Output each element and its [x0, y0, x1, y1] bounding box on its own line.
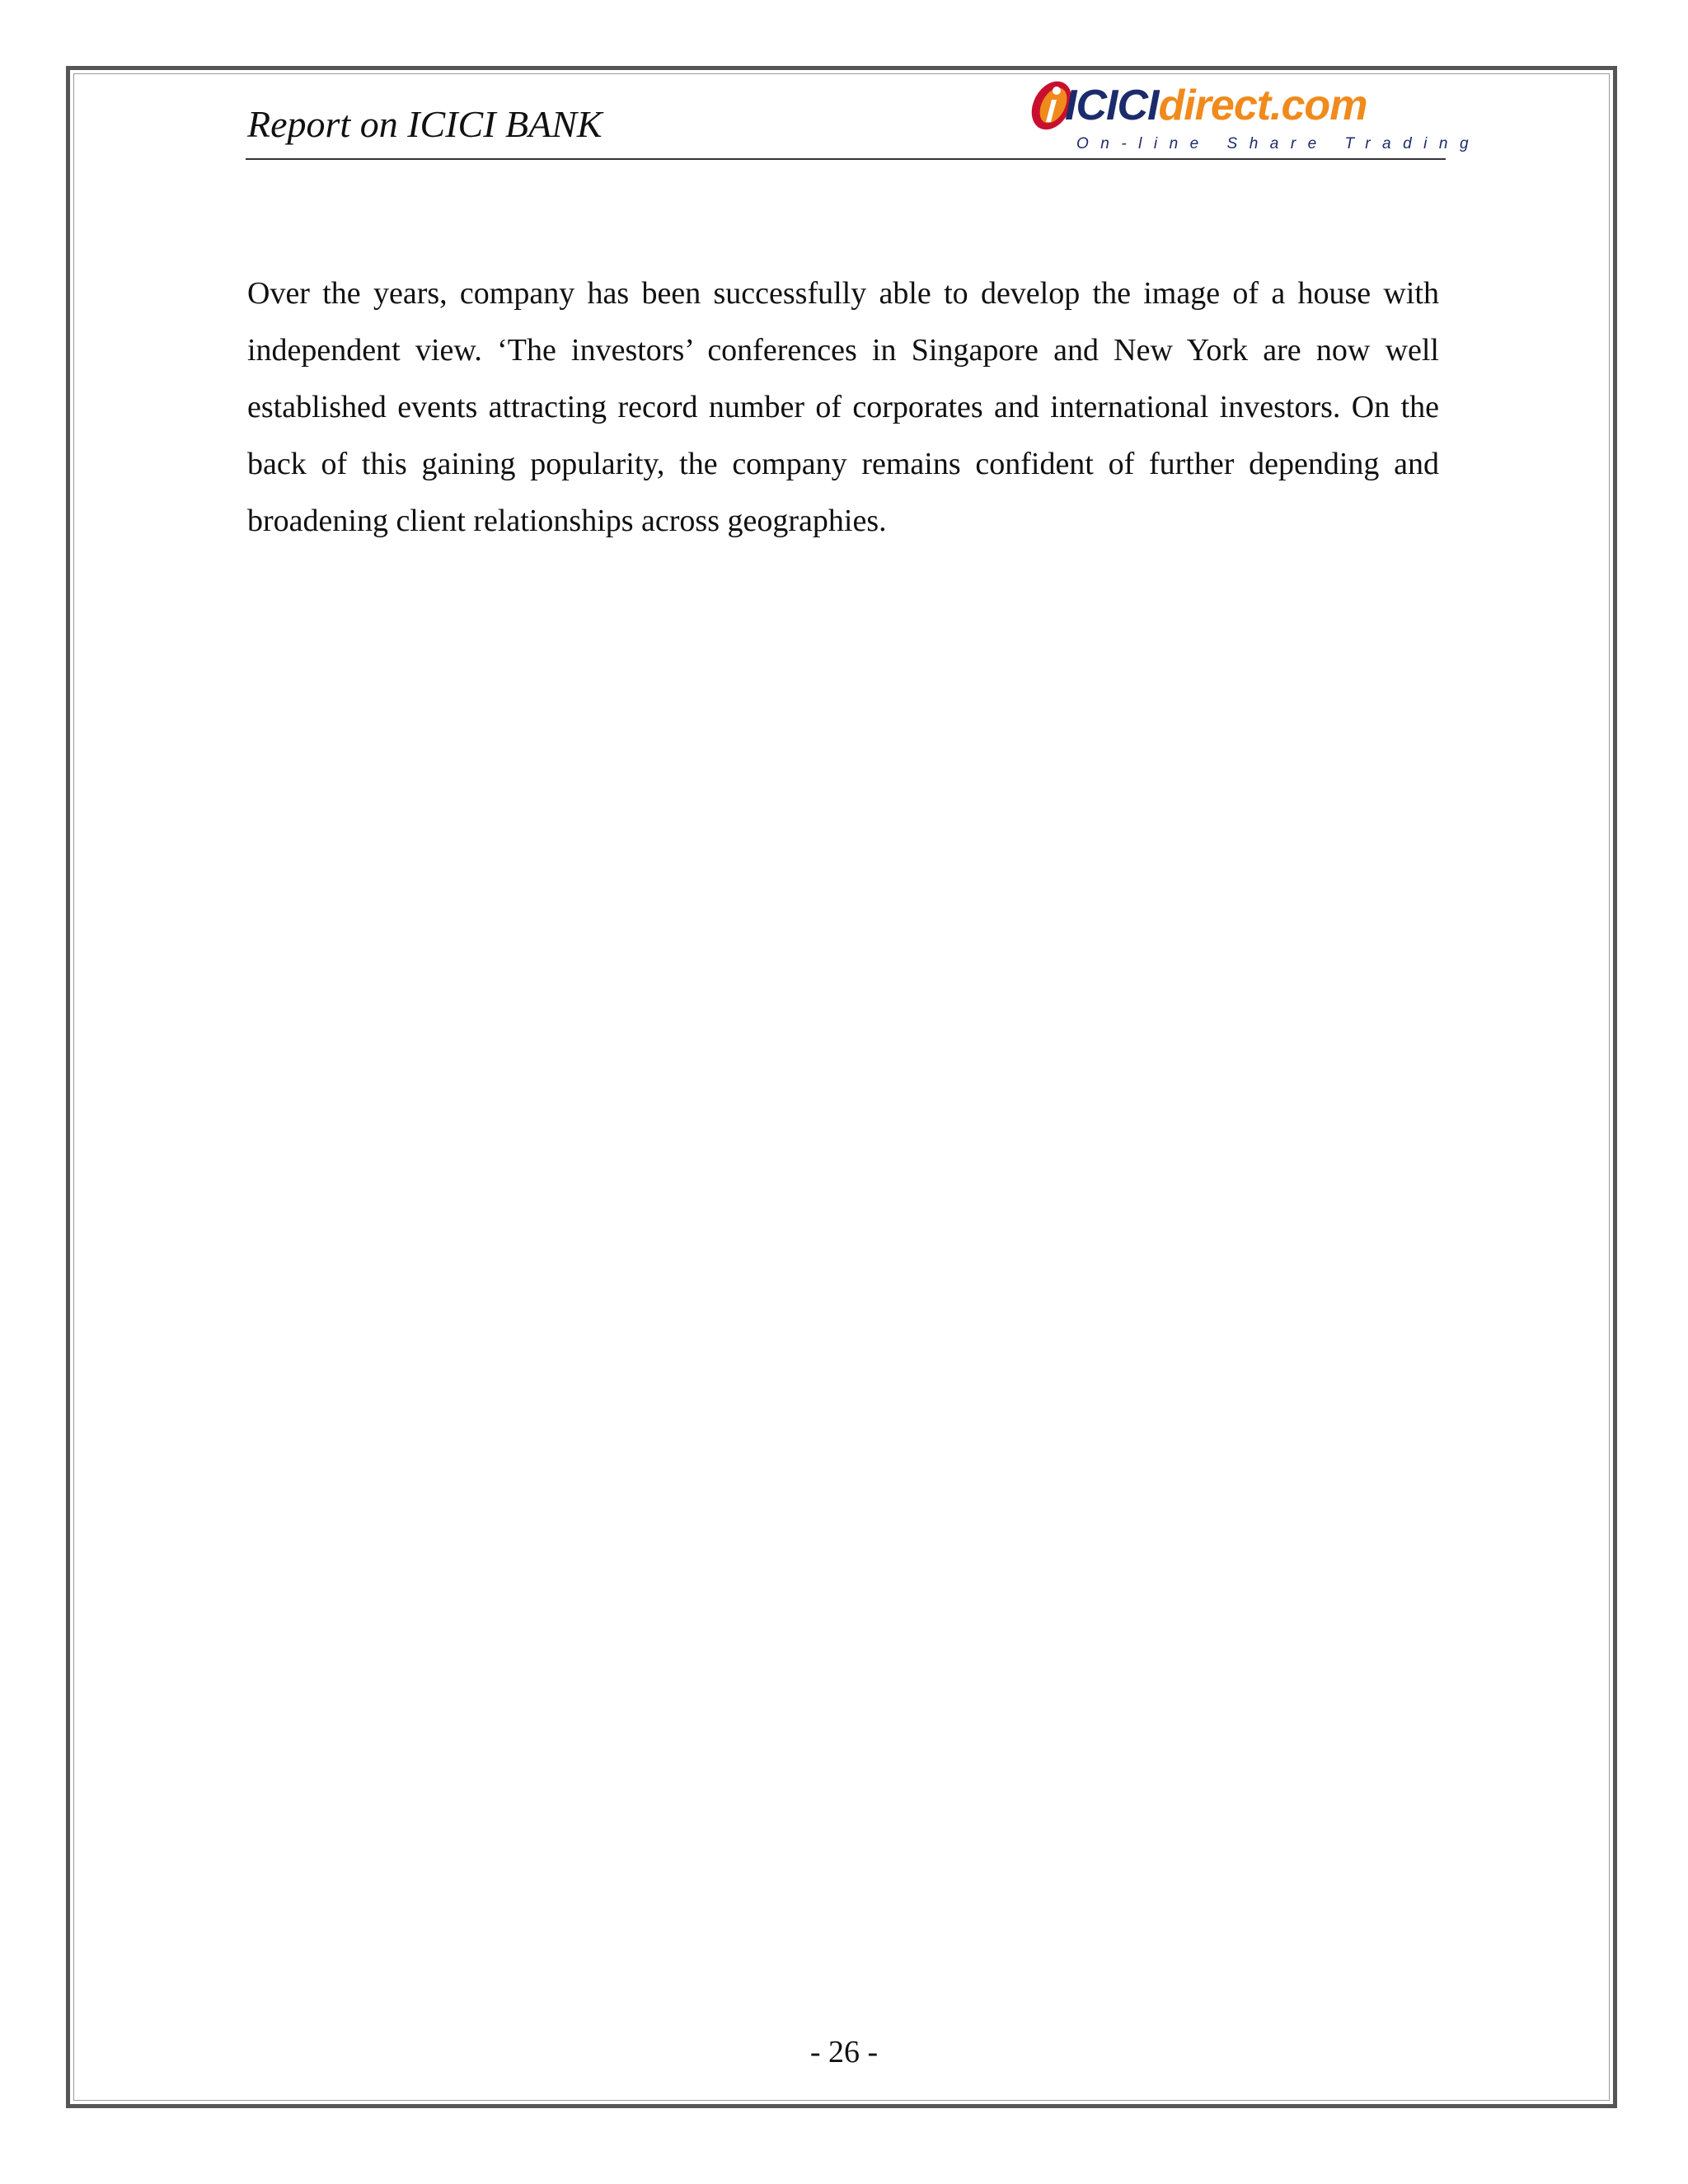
body-paragraph: Over the years, company has been successfully able to develop the image of a house with independent view. ‘The investors’ conferences in Singapore and New York are now well established events attracting record number of corporates and international investors. On the back of this gaining popularity, the company remains confident of further depending and broadening client relationships across geographies.: [247, 276, 1439, 538]
header-divider: [246, 158, 1446, 160]
report-title: Report on ICICI BANK: [247, 103, 603, 145]
page-number: - 26 -: [809, 2035, 879, 2069]
logo-brand-primary: ICICI: [1065, 82, 1159, 129]
logo-wordmark: [1065, 81, 1367, 130]
logo-tagline: On-line Share Trading: [1076, 135, 1481, 152]
icici-direct-logo: [1024, 77, 1481, 158]
logo-brand-secondary: direct.com: [1158, 82, 1367, 129]
page-header: [246, 82, 1481, 162]
